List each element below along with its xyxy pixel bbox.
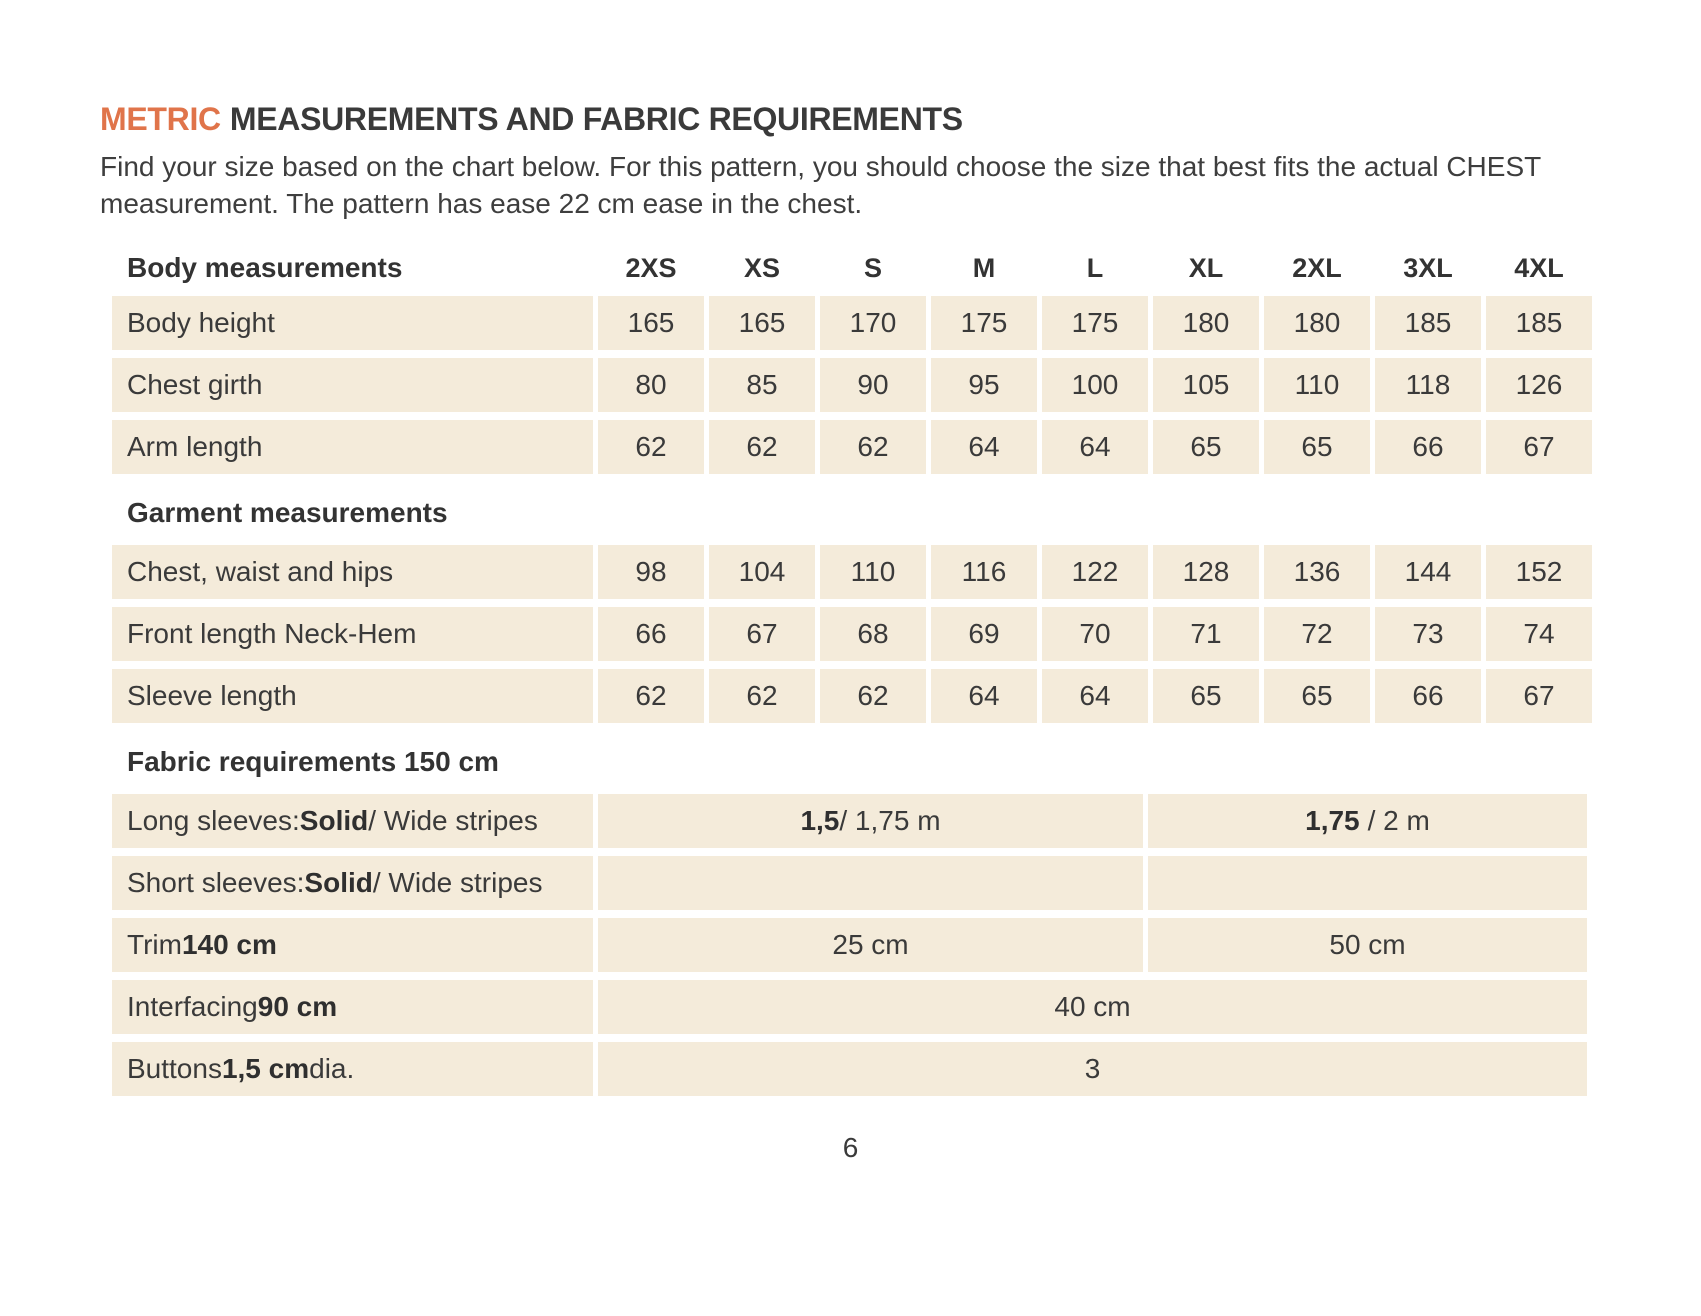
column-header-size-m: M xyxy=(972,252,996,283)
row-label-interfacing: Interfacing 90 cm xyxy=(112,980,593,1034)
value-cell: 104 xyxy=(709,545,815,599)
value-cell: 64 xyxy=(931,420,1037,474)
value-cell: 165 xyxy=(709,296,815,350)
value-cell: 65 xyxy=(1264,669,1370,723)
fabric-value-large-sizes xyxy=(1148,856,1587,910)
value-cell: 98 xyxy=(598,545,704,599)
value-cell: 71 xyxy=(1153,607,1259,661)
value-cell: 65 xyxy=(1264,420,1370,474)
value-cell: 128 xyxy=(1153,545,1259,599)
column-header-body-measurements: Body measurements xyxy=(127,252,403,283)
trim-value-large-sizes: 50 cm xyxy=(1148,918,1587,972)
value-cell: 110 xyxy=(1264,358,1370,412)
intro-text xyxy=(100,148,1701,222)
value-cell: 62 xyxy=(820,420,926,474)
value-cell: 144 xyxy=(1375,545,1481,599)
value-cell: 66 xyxy=(1375,669,1481,723)
body-measurements-section xyxy=(112,296,1592,474)
value-cell: 70 xyxy=(1042,607,1148,661)
value-cell: 116 xyxy=(931,545,1037,599)
column-header-size-2xl: 2XL xyxy=(1292,252,1342,283)
row-label-front-length: Front length Neck-Hem xyxy=(112,607,593,661)
buttons-value: 3 xyxy=(598,1042,1587,1096)
column-header-size-s: S xyxy=(863,252,882,283)
intro-line-2: measurement. The pattern has ease 22 cm ease in the chest. xyxy=(100,188,863,219)
value-cell: 67 xyxy=(709,607,815,661)
value-cell: 67 xyxy=(1486,420,1592,474)
column-header-size-4xl: 4XL xyxy=(1514,252,1564,283)
value-cell: 67 xyxy=(1486,669,1592,723)
value-cell: 62 xyxy=(598,669,704,723)
value-cell: 110 xyxy=(820,545,926,599)
value-cell: 126 xyxy=(1486,358,1592,412)
row-label-arm-length: Arm length xyxy=(112,420,593,474)
table-header-row xyxy=(112,246,1592,290)
row-label-short-sleeves: Short sleeves: Solid / Wide stripes xyxy=(112,856,593,910)
value-cell: 66 xyxy=(598,607,704,661)
row-label-trim: Trim 140 cm xyxy=(112,918,593,972)
interfacing-value: 40 cm xyxy=(598,980,1587,1034)
garment-measurements-heading: Garment measurements xyxy=(127,497,448,528)
fabric-requirements-section xyxy=(112,794,1592,972)
value-cell: 90 xyxy=(820,358,926,412)
trim-value-small-sizes: 25 cm xyxy=(598,918,1143,972)
title-accent: METRIC xyxy=(100,101,221,137)
row-label-buttons: Buttons 1,5 cm dia. xyxy=(112,1042,593,1096)
value-cell: 122 xyxy=(1042,545,1148,599)
page-title xyxy=(100,103,1701,135)
intro-line-1: Find your size based on the chart below. For this pattern, you should choose the size that best fits the actual CHEST xyxy=(100,151,1542,182)
column-header-size-xl: XL xyxy=(1188,252,1224,283)
value-cell: 72 xyxy=(1264,607,1370,661)
value-cell: 136 xyxy=(1264,545,1370,599)
fabric-fullspan-rows xyxy=(112,980,1592,1096)
value-cell: 65 xyxy=(1153,669,1259,723)
value-cell: 180 xyxy=(1264,296,1370,350)
fabric-requirements-heading: Fabric requirements 150 cm xyxy=(127,746,499,777)
header xyxy=(100,103,1701,222)
value-cell: 85 xyxy=(709,358,815,412)
value-cell: 185 xyxy=(1375,296,1481,350)
value-cell: 118 xyxy=(1375,358,1481,412)
value-cell: 69 xyxy=(931,607,1037,661)
value-cell: 175 xyxy=(931,296,1037,350)
value-cell: 62 xyxy=(820,669,926,723)
value-cell: 73 xyxy=(1375,607,1481,661)
value-cell: 185 xyxy=(1486,296,1592,350)
value-cell: 180 xyxy=(1153,296,1259,350)
fabric-value-small-sizes xyxy=(598,856,1143,910)
value-cell: 175 xyxy=(1042,296,1148,350)
row-label-sleeve-length: Sleeve length xyxy=(112,669,593,723)
fabric-value-large-sizes: 1,75 / 2 m xyxy=(1148,794,1587,848)
column-header-size-3xl: 3XL xyxy=(1403,252,1453,283)
value-cell: 95 xyxy=(931,358,1037,412)
row-label-chest-waist-hips: Chest, waist and hips xyxy=(112,545,593,599)
value-cell: 65 xyxy=(1153,420,1259,474)
column-header-size-2xs: 2XS xyxy=(625,252,677,283)
fabric-value-small-sizes: 1,5 / 1,75 m xyxy=(598,794,1143,848)
value-cell: 62 xyxy=(598,420,704,474)
value-cell: 100 xyxy=(1042,358,1148,412)
value-cell: 165 xyxy=(598,296,704,350)
garment-measurements-section xyxy=(112,545,1592,723)
value-cell: 68 xyxy=(820,607,926,661)
page-number: 6 xyxy=(842,1132,859,1163)
title-rest: MEASUREMENTS AND FABRIC REQUIREMENTS xyxy=(229,101,963,137)
row-label-long-sleeves: Long sleeves: Solid / Wide stripes xyxy=(112,794,593,848)
size-table xyxy=(112,246,1592,1164)
value-cell: 62 xyxy=(709,420,815,474)
value-cell: 170 xyxy=(820,296,926,350)
value-cell: 64 xyxy=(1042,420,1148,474)
row-label-chest-girth: Chest girth xyxy=(112,358,593,412)
document-page xyxy=(0,103,1701,1316)
column-header-size-l: L xyxy=(1086,252,1104,283)
value-cell: 62 xyxy=(709,669,815,723)
row-label-body-height: Body height xyxy=(112,296,593,350)
value-cell: 105 xyxy=(1153,358,1259,412)
value-cell: 80 xyxy=(598,358,704,412)
value-cell: 152 xyxy=(1486,545,1592,599)
value-cell: 64 xyxy=(931,669,1037,723)
value-cell: 64 xyxy=(1042,669,1148,723)
value-cell: 74 xyxy=(1486,607,1592,661)
column-header-size-xs: XS xyxy=(743,252,781,283)
value-cell: 66 xyxy=(1375,420,1481,474)
